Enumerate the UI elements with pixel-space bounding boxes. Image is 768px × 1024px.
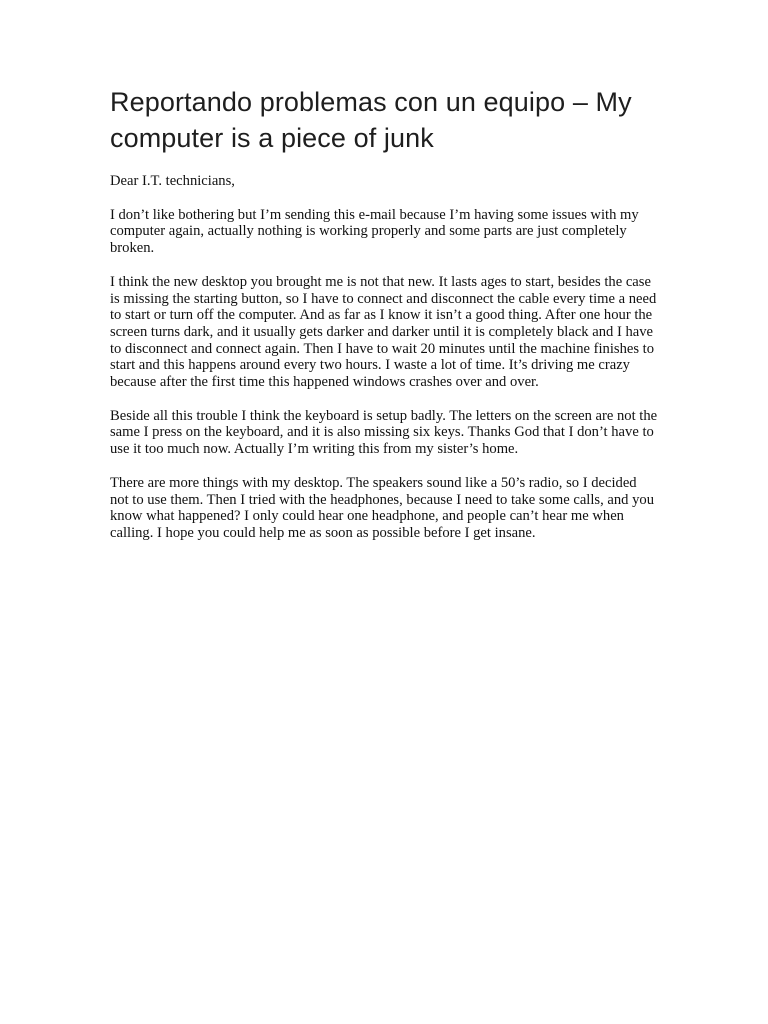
- document-title: Reportando problemas con un equipo – My computer is a piece of junk: [110, 87, 632, 153]
- greeting: Dear I.T. technicians,: [110, 173, 235, 189]
- document-body: [110, 84, 658, 559]
- paragraph-4: There are more things with my desktop. The speakers sound like a 50’s radio, so I decided not to use them. Then I tried with the headphones, because I need to take some calls, and you know what happened? I only could hear one headphone, and people can’t hear me when calling. I hope you could help me as soon as possible before I get insane.: [110, 474, 655, 541]
- paragraph-3: Beside all this trouble I think the keyboard is setup badly. The letters on the screen are not the same I press on the keyboard, and it is also missing six keys. Thanks God that I don’t have to use it too much now. Actually I’m writing this from my sister’s home.: [110, 407, 658, 458]
- paragraph-2: I think the new desktop you brought me is not that new. It lasts ages to start, besides the case is missing the starting button, so I have to connect and disconnect the cable every time a need to start or turn off the computer. And as far as I know it isn’t a good thing. After one hour the screen turns dark, and it usually gets darker and darker until it is completely black and I have to disconnect and connect again. Then I have to wait 20 minutes until the machine finishes to start and this happens around every two hours. I waste a lot of time. It’s driving me crazy because after the first time this happened windows crashes over and over.: [110, 273, 657, 391]
- paragraph-1: I don’t like bothering but I’m sending this e-mail because I’m having some issues with my computer again, actually nothing is working properly and some parts are just completely broken.: [110, 206, 639, 257]
